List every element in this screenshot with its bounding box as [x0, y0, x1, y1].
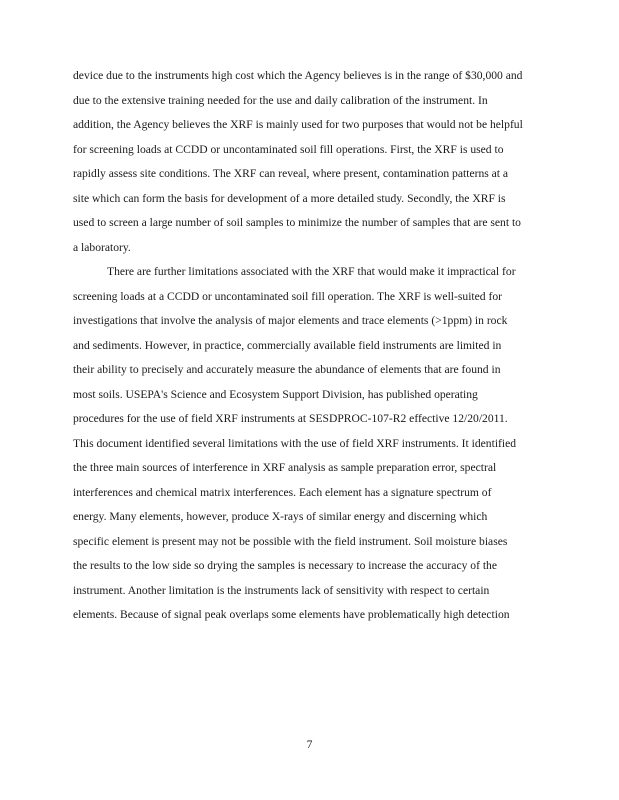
text-line: most soils. USEPA's Science and Ecosystem Support Division, has published operating: [73, 387, 478, 401]
text-line: their ability to precisely and accurately measure the abundance of elements that are found in: [73, 363, 501, 376]
text-line: This document identified several limitations with the use of field XRF instruments. It identified: [73, 436, 517, 450]
text-line: elements. Because of signal peak overlaps some elements have problematically high detection: [73, 608, 510, 621]
text-line: site which can form the basis for development of a more detailed study. Secondly, the XRF is: [73, 191, 506, 205]
text-line: interferences and chemical matrix interferences. Each element has a signature spectrum of: [73, 485, 492, 499]
body-text: [73, 64, 548, 628]
text-line: and sediments. However, in practice, commercially available field instruments are limited in: [73, 338, 502, 352]
text-line: the three main sources of interference in XRF analysis as sample preparation error, spectral: [73, 461, 497, 474]
text-line: device due to the instruments high cost which the Agency believes is in the range of $30,000 and: [73, 69, 523, 82]
text-line: for screening loads at CCDD or uncontaminated soil fill operations. First, the XRF is used to: [73, 142, 504, 156]
text-line: instrument. Another limitation is the instruments lack of sensitivity with respect to certain: [73, 583, 490, 597]
text-line: rapidly assess site conditions. The XRF can reveal, where present, contamination patterns at a: [73, 167, 509, 180]
text-line: used to screen a large number of soil samples to minimize the number of samples that are sent to: [73, 216, 521, 229]
page-number: 7: [306, 738, 313, 751]
text-line: specific element is present may not be possible with the field instrument. Soil moisture biases: [73, 534, 508, 548]
text-line: energy. Many elements, however, produce X-rays of similar energy and discerning which: [73, 510, 488, 523]
text-line: investigations that involve the analysis of major elements and trace elements (>1ppm) in rock: [73, 314, 508, 327]
text-line: the results to the low side so drying the samples is necessary to increase the accuracy of the: [73, 559, 498, 572]
text-line: a laboratory.: [73, 240, 131, 254]
text-line: addition, the Agency believes the XRF is mainly used for two purposes that would not be helpful: [73, 118, 523, 131]
paragraph-start-line: There are further limitations associated with the XRF that would make it impractical for: [107, 265, 516, 278]
text-line: procedures for the use of field XRF instruments at SESDPROC-107-R2 effective 12/20/2011.: [73, 412, 508, 425]
text-line: due to the extensive training needed for the use and daily calibration of the instrument. In: [73, 93, 488, 107]
text-line: screening loads at a CCDD or uncontaminated soil fill operation. The XRF is well-suited for: [73, 289, 502, 303]
